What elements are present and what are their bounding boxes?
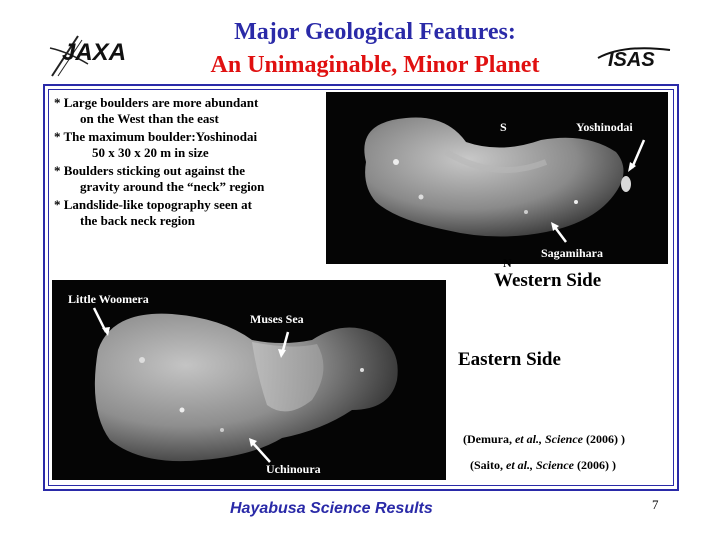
citation-demura: (Demura, et al., Science (2006) ) [463,432,625,446]
label-uchinoura: Uchinoura [266,462,321,476]
eastern-side-caption: Eastern Side [458,349,561,370]
jaxa-logo [48,28,138,78]
bullet-item: * Boulders sticking out against the gravity around the “neck” region [54,163,265,194]
eastern-side-image [52,280,446,480]
label-sagamihara: Sagamihara [541,246,604,260]
slide-subtitle: An Unimaginable, Minor Planet [210,52,540,78]
citation-saito: (Saito, et al., Science (2006) ) [470,458,616,472]
bullet-list [54,95,324,231]
label-little-woomera: Little Woomera [68,292,149,306]
label-muses-sea: Muses Sea [250,312,304,326]
isas-logo [594,42,674,72]
western-side-caption: Western Side [494,270,602,291]
label-n: N [503,256,512,270]
western-side-image [326,92,668,264]
bullet-item: * The maximum boulder:Yoshinodai 50 x 30 x 20 m in size [54,129,258,160]
bullet-item: * Large boulders are more abundant on the West than the east [54,95,259,126]
svg-text:JAXA: JAXA [62,39,127,66]
footer-text: Hayabusa Science Results [230,500,433,517]
svg-text:ISAS: ISAS [608,49,655,71]
bullet-item: * Landslide-like topography seen at the back neck region [54,197,252,228]
label-yoshinodai: Yoshinodai [576,120,633,134]
page-number: 7 [652,497,659,512]
slide-title: Major Geological Features: [234,19,516,45]
label-s: S [500,120,507,134]
